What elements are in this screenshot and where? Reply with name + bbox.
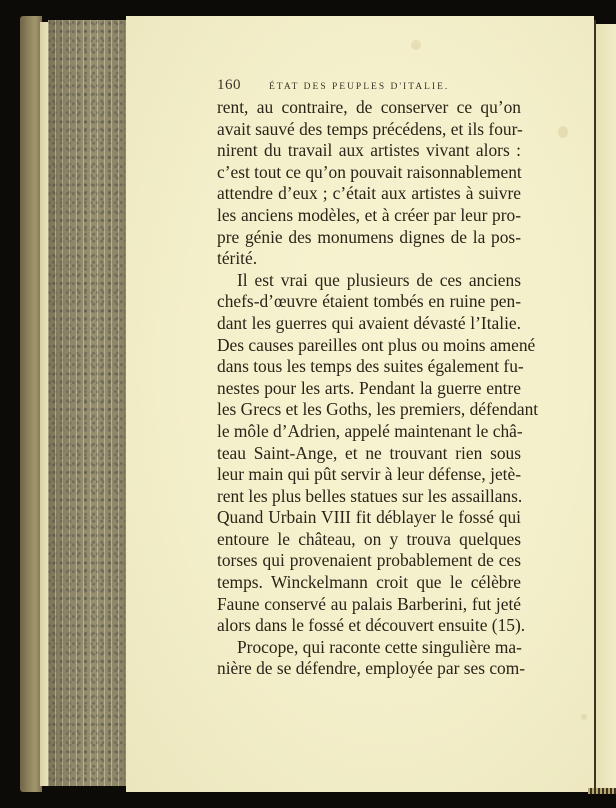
text-line: le môle d’Adrien, appelé maintenant le châ- bbox=[217, 420, 523, 441]
text-line: dans tous les temps des suites également fu- bbox=[217, 356, 524, 377]
paragraph bbox=[217, 636, 526, 680]
text-block bbox=[217, 77, 539, 680]
endpaper-edge bbox=[40, 22, 48, 786]
text-line: temps. Winckelmann croit que le célèbre bbox=[217, 572, 521, 593]
page-stack-edges bbox=[48, 20, 126, 786]
text-line: nière de se défendre, employée par ses com- bbox=[217, 658, 526, 679]
text-line: les anciens modèles, et à créer par leur pro- bbox=[217, 204, 521, 225]
paragraph bbox=[217, 97, 521, 270]
text-line: leur main qui pût servir à leur défense, jetè- bbox=[217, 464, 521, 485]
paragraph bbox=[217, 269, 539, 637]
text-line: nestes pour les arts. Pendant la guerre entre bbox=[217, 377, 521, 398]
book-cover-edge bbox=[20, 16, 42, 792]
text-line: entoure le château, on y trouva quelques bbox=[217, 528, 521, 549]
text-line: avait sauvé des temps précédens, et ils four- bbox=[217, 118, 523, 139]
text-line: teau Saint-Ange, et ne trouvant rien sous bbox=[217, 442, 521, 463]
page-right-foot bbox=[588, 788, 616, 794]
text-line: Des causes pareilles ont plus ou moins amené bbox=[217, 334, 536, 355]
text-line: c’est tout ce qu’on pouvait raisonnablement bbox=[217, 161, 522, 182]
page-number: 160 bbox=[217, 77, 241, 93]
text-line: Faune conservé au palais Barberini, fut jeté bbox=[217, 593, 521, 614]
text-line: attendre d’eux ; c’était aux artistes à suivre bbox=[217, 183, 521, 204]
foxing-spot bbox=[411, 40, 421, 50]
text-line: les Grecs et les Goths, les premiers, défendant bbox=[217, 399, 539, 420]
text-line: rent, au contraire, de conserver ce qu’on bbox=[217, 97, 521, 117]
page-right-edge bbox=[596, 24, 616, 788]
text-line: dant les guerres qui avaient dévasté l’Italie. bbox=[217, 312, 521, 333]
foxing-spot bbox=[558, 126, 568, 138]
text-line: rent les plus belles statues sur les assaillans. bbox=[217, 485, 523, 506]
text-line: alors dans le fossé et découvert ensuite (15). bbox=[217, 615, 526, 636]
text-line: Il est vrai que plusieurs de ces anciens bbox=[237, 269, 521, 290]
text-line: torses qui provenaient probablement de ces bbox=[217, 550, 521, 571]
running-head-title: ÉTAT DES PEUPLES D'ITALIE. bbox=[269, 82, 450, 92]
text-line: Quand Urbain VIII fit déblayer le fossé qui bbox=[217, 507, 521, 528]
text-line: térité. bbox=[217, 248, 258, 269]
text-line: pre génie des monumens dignes de la pos- bbox=[217, 226, 521, 247]
text-line: Procope, qui raconte cette singulière ma- bbox=[237, 636, 522, 657]
body-text bbox=[217, 97, 539, 680]
running-head bbox=[217, 77, 521, 97]
text-line: chefs-d’œuvre étaient tombés en ruine pen- bbox=[217, 291, 521, 312]
foxing-spot bbox=[581, 714, 587, 720]
text-line: nirent du travail aux artistes vivant alors : bbox=[217, 140, 521, 161]
